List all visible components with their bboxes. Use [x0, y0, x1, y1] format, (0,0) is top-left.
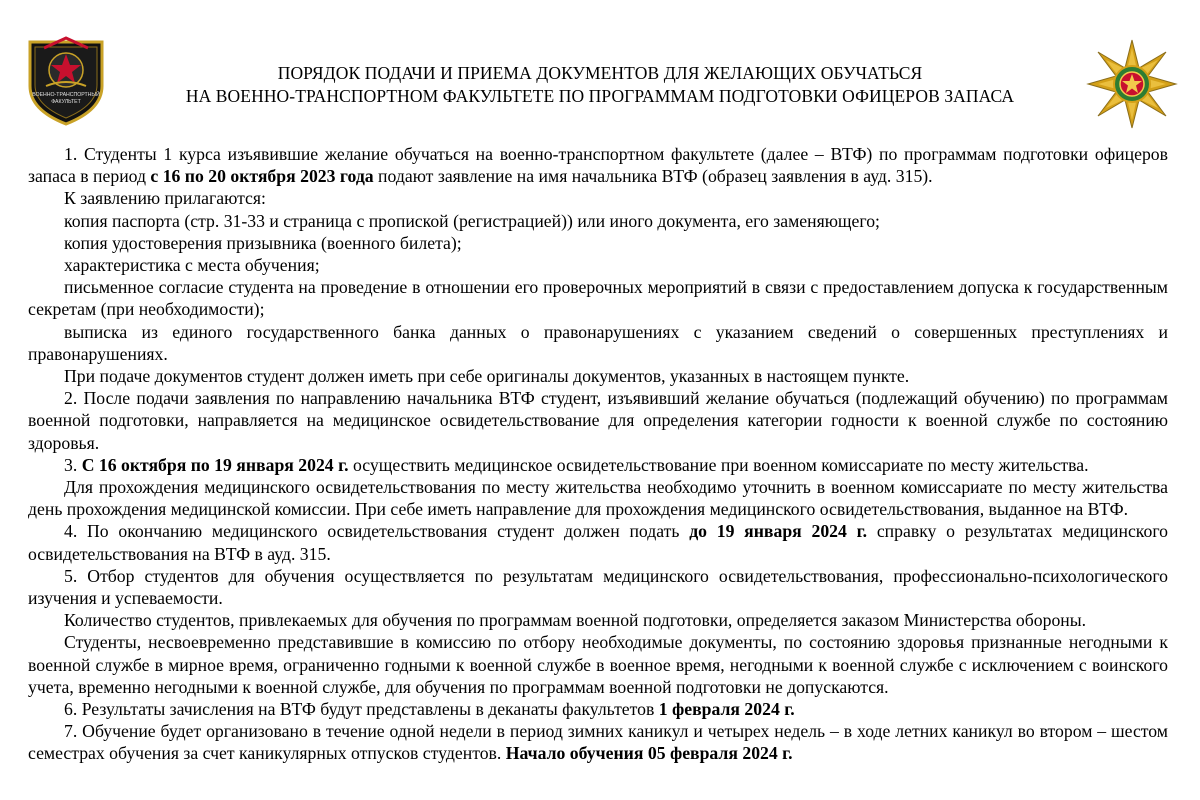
document-body [28, 143, 1168, 765]
certificate-deadline: до 19 января 2024 г. [689, 521, 868, 542]
submission-dates: с 16 по 20 октября 2023 года [150, 166, 374, 187]
attachments-intro: К заявлению прилагаются: [64, 188, 266, 209]
svg-text:ФАКУЛЬТЕТ: ФАКУЛЬТЕТ [51, 99, 81, 105]
paragraph-7: 7. Обучение будет организовано в течение одной недели в период зимних каникул и четырех недель – в ходе летних каникул во втором – шестом семестрах обучения за счет каникулярных отпусков студентов. Начало обучения 05 февраля 2024 г. [28, 721, 1168, 764]
paragraph-6: 6. Результаты зачисления на ВТФ будут представлены в деканаты факультетов 1 февраля 2024 г. [64, 699, 795, 720]
training-start-date: Начало обучения 05 февраля 2024 г. [505, 743, 793, 764]
paragraph-5-count: Количество студентов, привлекаемых для обучения по программам военной подготовки, определяется заказом Министерства обороны. [64, 610, 1087, 631]
paragraph-2: 2. После подачи заявления по направлению начальника ВТФ студент, изъявивший желание обучаться (подлежащий обучению) по программам военной подготовки, направляется на медицинское освидетельствование для определения категории годности к военной службе по состоянию здоровья. [28, 388, 1168, 453]
paragraph-3-note: Для прохождения медицинского освидетельствования по месту жительства необходимо уточнить в военном комиссариате по месту жительства день прохождения медицинской комиссии. При себе иметь направление для прохождения медицинского освидетельствования, выданное на ВТФ. [28, 477, 1168, 520]
attachment-item: копия удостоверения призывника (военного билета); [64, 232, 462, 253]
enrollment-date: 1 февраля 2024 г. [658, 699, 795, 720]
armed-forces-star-emblem [1086, 38, 1178, 130]
originals-note: При подаче документов студент должен иметь при себе оригиналы документов, указанных в настоящем пункте. [64, 366, 910, 387]
faculty-shield-logo [24, 34, 108, 126]
svg-text:ВОЕННО-ТРАНСПОРТНЫЙ: ВОЕННО-ТРАНСПОРТНЫЙ [32, 92, 100, 98]
page-title [120, 62, 1080, 108]
attachment-item: копия паспорта (стр. 31-33 и страница с пропиской (регистрацией)) или иного документа, его заменяющего; [64, 210, 880, 231]
paragraph-4: 4. По окончанию медицинского освидетельствования студент должен подать до 19 января 2024 г. справку о результатах медицинского освидетельствования на ВТФ в ауд. 315. [28, 521, 1168, 564]
paragraph-5-excluded: Студенты, несвоевременно представившие в комиссию по отбору необходимые документы, по состоянию здоровья признанные негодными к военной службе в мирное время, ограниченно годными к военной службе в военное время, негодными к военной службе с исключением с воинского учета, временно негодными к военной службе, для обучения по программам военной подготовки не допускаются. [28, 632, 1168, 697]
title-line-1: ПОРЯДОК ПОДАЧИ И ПРИЕМА ДОКУМЕНТОВ ДЛЯ ЖЕЛАЮЩИХ ОБУЧАТЬСЯ [277, 63, 923, 83]
paragraph-3: 3. С 16 октября по 19 января 2024 г. осуществить медицинское освидетельствование при военном комиссариате по месту жительства. [64, 454, 1089, 475]
paragraph-5: 5. Отбор студентов для обучения осуществляется по результатам медицинского освидетельствования, профессионально-психологического изучения и успеваемости. [28, 565, 1168, 609]
paragraph-1: 1. Студенты 1 курса изъявившие желание обучаться на военно-транспортном факультете (далее – ВТФ) по программам подготовки офицеров запаса в период с 16 по 20 октября 2023 года подают заявление на имя начальника ВТФ (образец заявления в ауд. 315). [28, 144, 1168, 187]
attachment-item: характеристика с места обучения; [64, 255, 320, 276]
attachment-item: выписка из единого государственного банка данных о правонарушениях с указанием сведений о совершенных преступлениях и правонарушениях. [28, 321, 1168, 364]
title-line-2: НА ВОЕННО-ТРАНСПОРТНОМ ФАКУЛЬТЕТЕ ПО ПРОГРАММАМ ПОДГОТОВКИ ОФИЦЕРОВ ЗАПАСА [185, 86, 1015, 106]
attachment-item: письменное согласие студента на проведение в отношении его проверочных мероприятий в связи с предоставлением допуска к государственным секретам (при необходимости); [28, 277, 1168, 320]
medical-exam-dates: С 16 октября по 19 января 2024 г. [81, 454, 349, 475]
